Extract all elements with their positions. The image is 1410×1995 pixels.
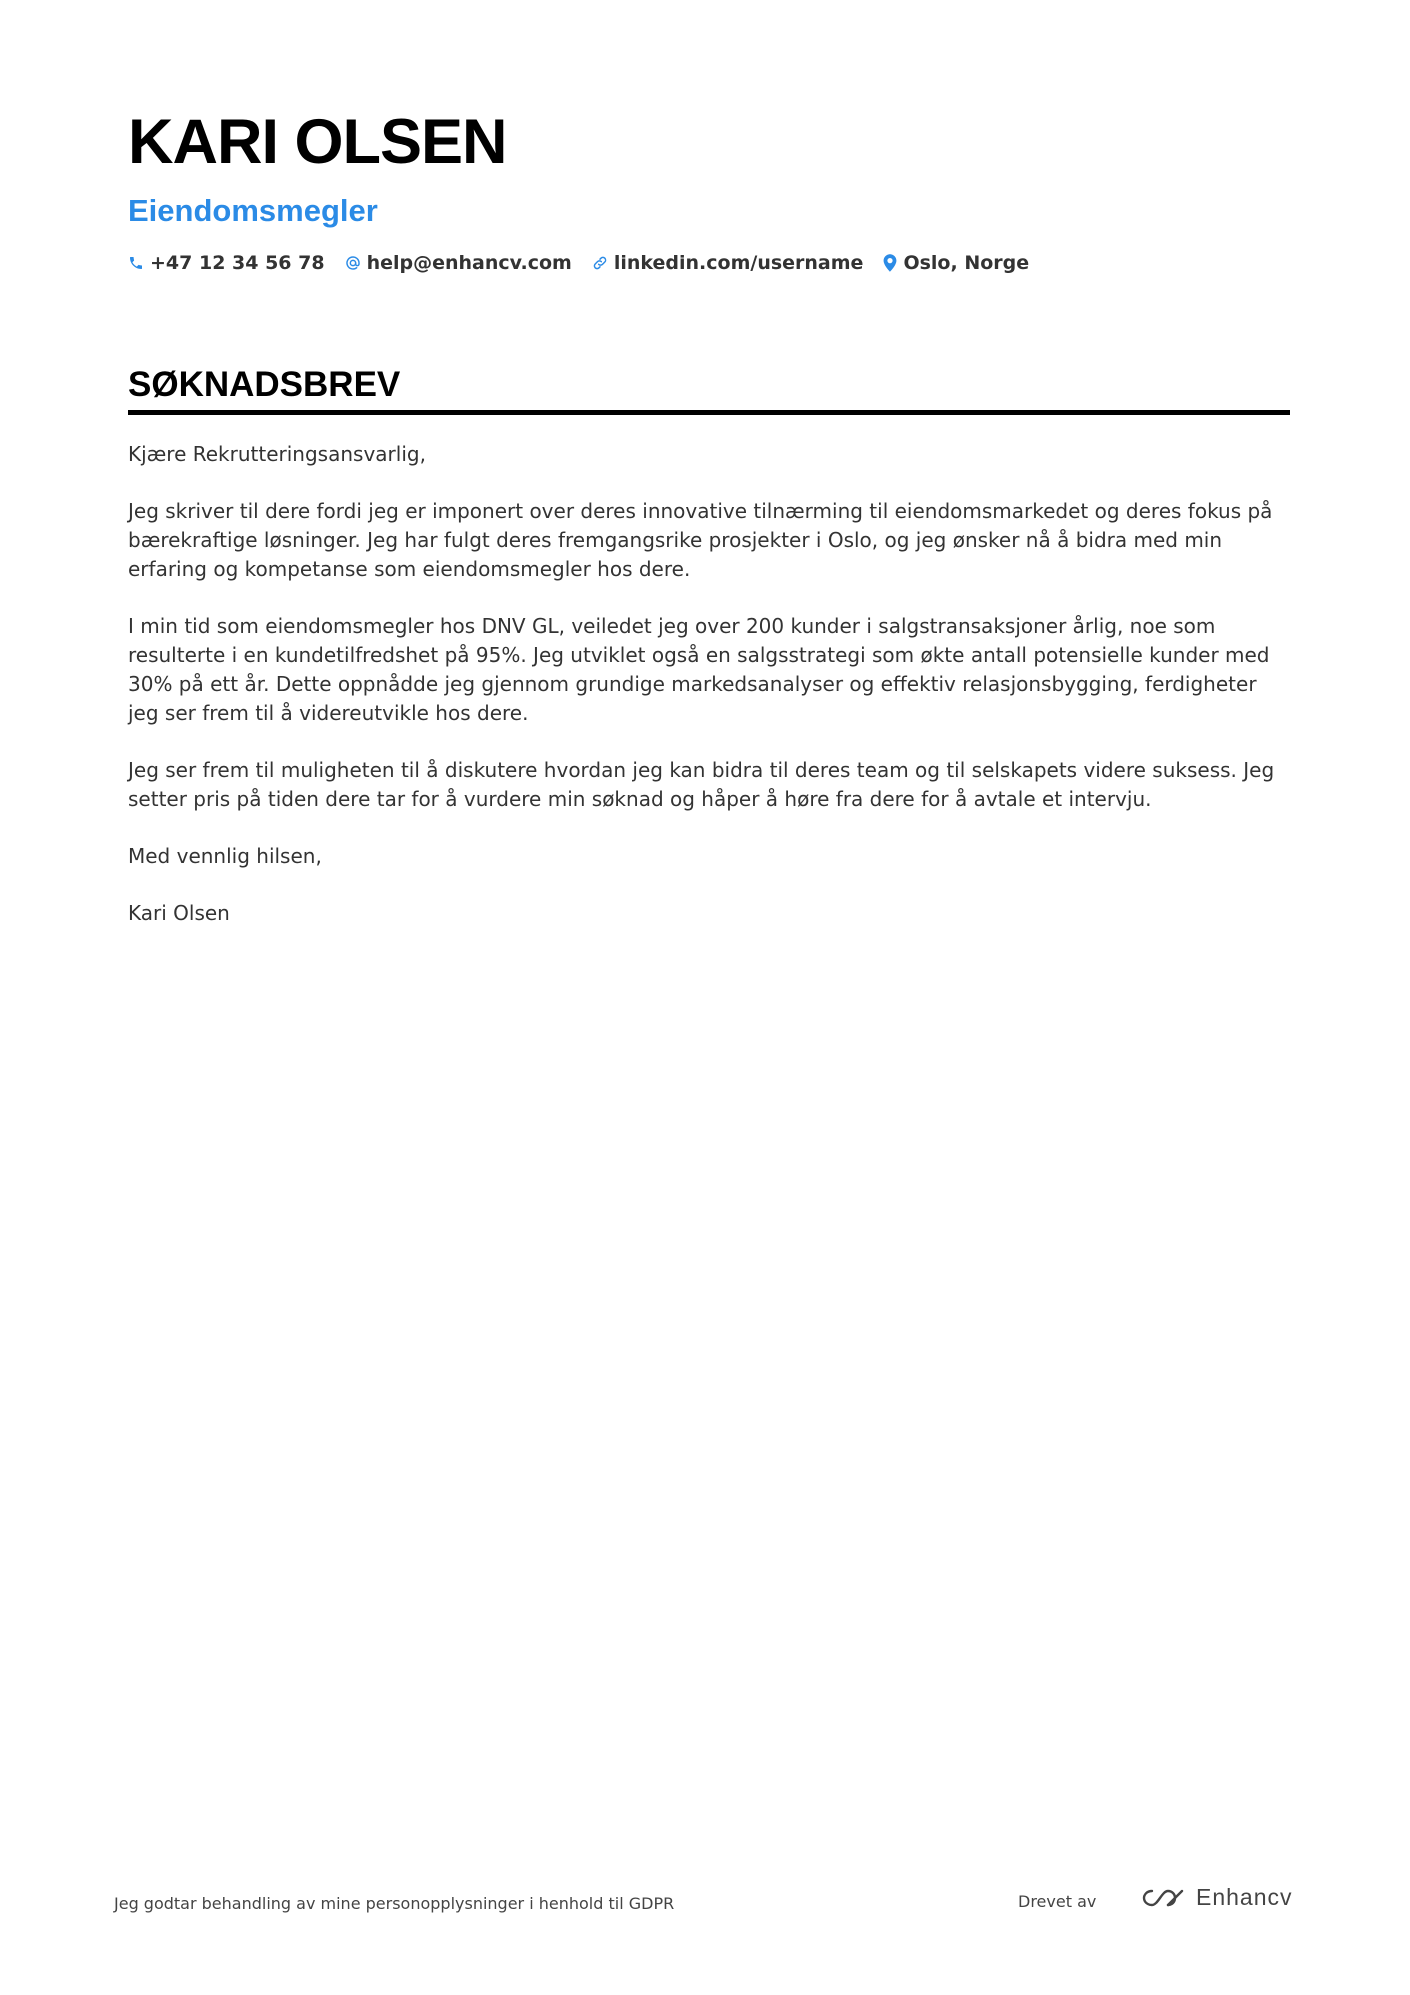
- powered-by-label: Drevet av: [1018, 1892, 1097, 1911]
- letter-closing: Med vennlig hilsen,: [128, 844, 322, 868]
- contact-email[interactable]: [345, 252, 572, 274]
- location-pin-icon: [883, 254, 897, 272]
- gdpr-consent-note: Jeg godtar behandling av mine personopplysninger i henhold til GDPR: [114, 1894, 675, 1913]
- letter-paragraph: I min tid som eiendomsmegler hos DNV GL, veiledet jeg over 200 kunder i salgstransaksjoner årlig, noe som resulterte i en kundetilfredshet på 95%. Jeg utviklet også en salgsstrategi som økte antall potensielle kunder med 30% på ett år. Dette oppnådde jeg gjennom grundige markedsanalyser og effektiv relasjonsbygging, ferdigheter jeg ser frem til å videreutvikle hos dere.: [128, 614, 1270, 725]
- phone-icon: [128, 255, 144, 271]
- section-divider: [128, 410, 1290, 415]
- contact-linkedin[interactable]: [592, 252, 864, 274]
- link-icon: [592, 255, 608, 271]
- brand-logo[interactable]: [1140, 1884, 1293, 1911]
- contact-phone[interactable]: [128, 252, 325, 274]
- letter-salutation: Kjære Rekrutteringsansvarlig,: [128, 442, 426, 466]
- contact-bar: [128, 252, 1029, 274]
- infinity-logo-icon: [1140, 1886, 1186, 1910]
- section-title: SØKNADSBREV: [128, 365, 401, 404]
- at-icon: [345, 255, 361, 271]
- contact-phone-text: +47 12 34 56 78: [150, 252, 325, 274]
- job-title: Eiendomsmegler: [128, 193, 378, 228]
- letter-signature: Kari Olsen: [128, 901, 230, 925]
- brand-name: Enhancv: [1196, 1884, 1293, 1910]
- letter-body: [128, 440, 1290, 956]
- letter-paragraph: Jeg skriver til dere fordi jeg er imponert over deres innovative tilnærming til eiendomsmarkedet og deres fokus på bærekraftige løsninger. Jeg har fulgt deres fremgangsrike prosjekter i Oslo, og jeg ønsker nå å bidra med min erfaring og kompetanse som eiendomsmegler hos dere.: [128, 499, 1273, 581]
- contact-location-text: Oslo, Norge: [903, 252, 1030, 274]
- contact-linkedin-text: linkedin.com/username: [613, 252, 864, 274]
- contact-location: [883, 252, 1029, 274]
- applicant-name: KARI OLSEN: [128, 107, 507, 177]
- letter-paragraph: Jeg ser frem til muligheten til å diskutere hvordan jeg kan bidra til deres team og til selskapets videre suksess. Jeg setter pris på tiden dere tar for å vurdere min søknad og håper å høre fra dere for å avtale et intervju.: [128, 758, 1275, 811]
- contact-email-text: help@enhancv.com: [366, 252, 572, 274]
